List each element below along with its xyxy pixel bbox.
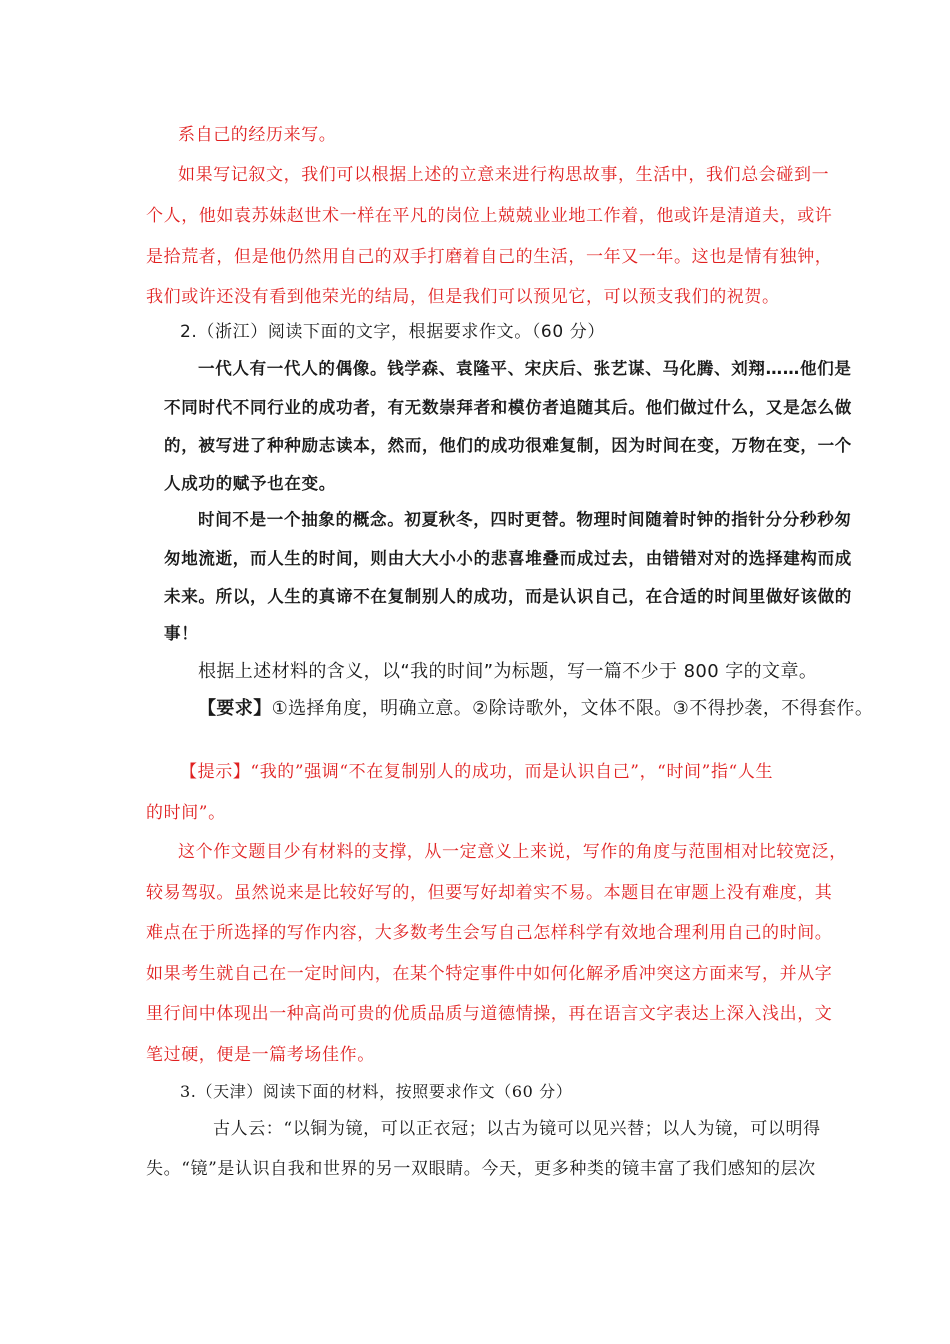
hint-para-line-6: 笔过硬，便是一篇考场佳作。 bbox=[146, 1045, 375, 1065]
answer-line-4: 是拾荒者，但是他仍然用自己的双手打磨着自己的生活，一年又一年。这也是情有独钟， bbox=[146, 247, 833, 267]
q3-material-line-1: 古人云：“以铜为镜，可以正衣冠；以古为镜可以见兴替；以人为镜，可以明得 bbox=[213, 1119, 821, 1139]
answer-line-2: 如果写记叙文，我们可以根据上述的立意来进行构思故事，生活中，我们总会碰到一 bbox=[178, 165, 830, 185]
requirements-tag: 【要求】 bbox=[198, 698, 272, 719]
q2-material-line-7: 未来。所以，人生的真谛不在复制别人的成功，而是认识自己，在合适的时间里做好该做的 bbox=[164, 587, 852, 606]
q2-material-line-8: 事！ bbox=[164, 624, 199, 643]
answer-line-5: 我们或许还没有看到他荣光的结局，但是我们可以预见它，可以预支我们的祝贺。 bbox=[146, 287, 780, 307]
q2-task: 根据上述材料的含义，以“我的时间”为标题，写一篇不少于 800 字的文章。 bbox=[198, 661, 818, 682]
hint-line-2: 的时间”。 bbox=[146, 803, 226, 823]
q2-material-line-5: 时间不是一个抽象的概念。初夏秋冬，四时更替。物理时间随着时钟的指针分分秒秒匆 bbox=[198, 510, 852, 529]
answer-line-1: 系自己的经历来写。 bbox=[178, 125, 337, 145]
hint-text-1: “我的”强调“不在复制别人的成功，而是认识自己”，“时间”指“人生 bbox=[250, 762, 774, 782]
hint-para-line-4: 如果考生就自己在一定时间内，在某个特定事件中如何化解矛盾冲突这方面来写，并从字 bbox=[146, 964, 833, 984]
q2-material-line-1: 一代人有一代人的偶像。钱学森、袁隆平、宋庆后、张艺谋、马化腾、刘翔……他们是 bbox=[198, 359, 852, 378]
q2-material-line-6: 匆地流逝，而人生的时间，则由大大小小的悲喜堆叠而成过去，由错错对对的选择建构而成 bbox=[164, 549, 852, 568]
hint-tag: 【提示】 bbox=[180, 762, 251, 782]
q3-material-line-2: 失。“镜”是认识自我和世界的另一双眼睛。今天，更多种类的镜丰富了我们感知的层次 bbox=[146, 1159, 816, 1179]
hint-para-line-5: 里行间中体现出一种高尚可贵的优质品质与道德情操，再在语言文字表达上深入浅出，文 bbox=[146, 1004, 833, 1024]
hint-para-line-1: 这个作文题目少有材料的支撑，从一定意义上来说，写作的角度与范围相对比较宽泛， bbox=[178, 842, 847, 862]
q2-material-line-2: 不同时代不同行业的成功者，有无数崇拜者和模仿者追随其后。他们做过什么，又是怎么做 bbox=[164, 398, 852, 417]
question-3-header: 3.（天津）阅读下面的材料，按照要求作文（60 分） bbox=[180, 1082, 573, 1101]
q2-material-line-4: 人成功的赋予也在变。 bbox=[164, 474, 336, 493]
q2-material-line-3: 的，被写进了种种励志读本，然而，他们的成功很难复制，因为时间在变，万物在变，一个 bbox=[164, 436, 852, 455]
q2-requirements bbox=[198, 697, 873, 721]
hint-line-1 bbox=[180, 760, 773, 784]
hint-para-line-3: 难点在于所选择的写作内容，大多数考生会写自己怎样科学有效地合理利用自己的时间。 bbox=[146, 923, 833, 943]
requirements-text: ①选择角度，明确立意。②除诗歌外，文体不限。③不得抄袭，不得套作。 bbox=[271, 698, 874, 719]
answer-line-3: 个人，他如袁苏妹赵世术一样在平凡的岗位上兢兢业业地工作着，他或许是清道夫，或许 bbox=[146, 206, 833, 226]
hint-para-line-2: 较易驾驭。虽然说来是比较好写的，但要写好却着实不易。本题目在审题上没有难度，其 bbox=[146, 883, 833, 903]
question-2-header: 2.（浙江）阅读下面的文字，根据要求作文。（60 分） bbox=[180, 322, 605, 342]
